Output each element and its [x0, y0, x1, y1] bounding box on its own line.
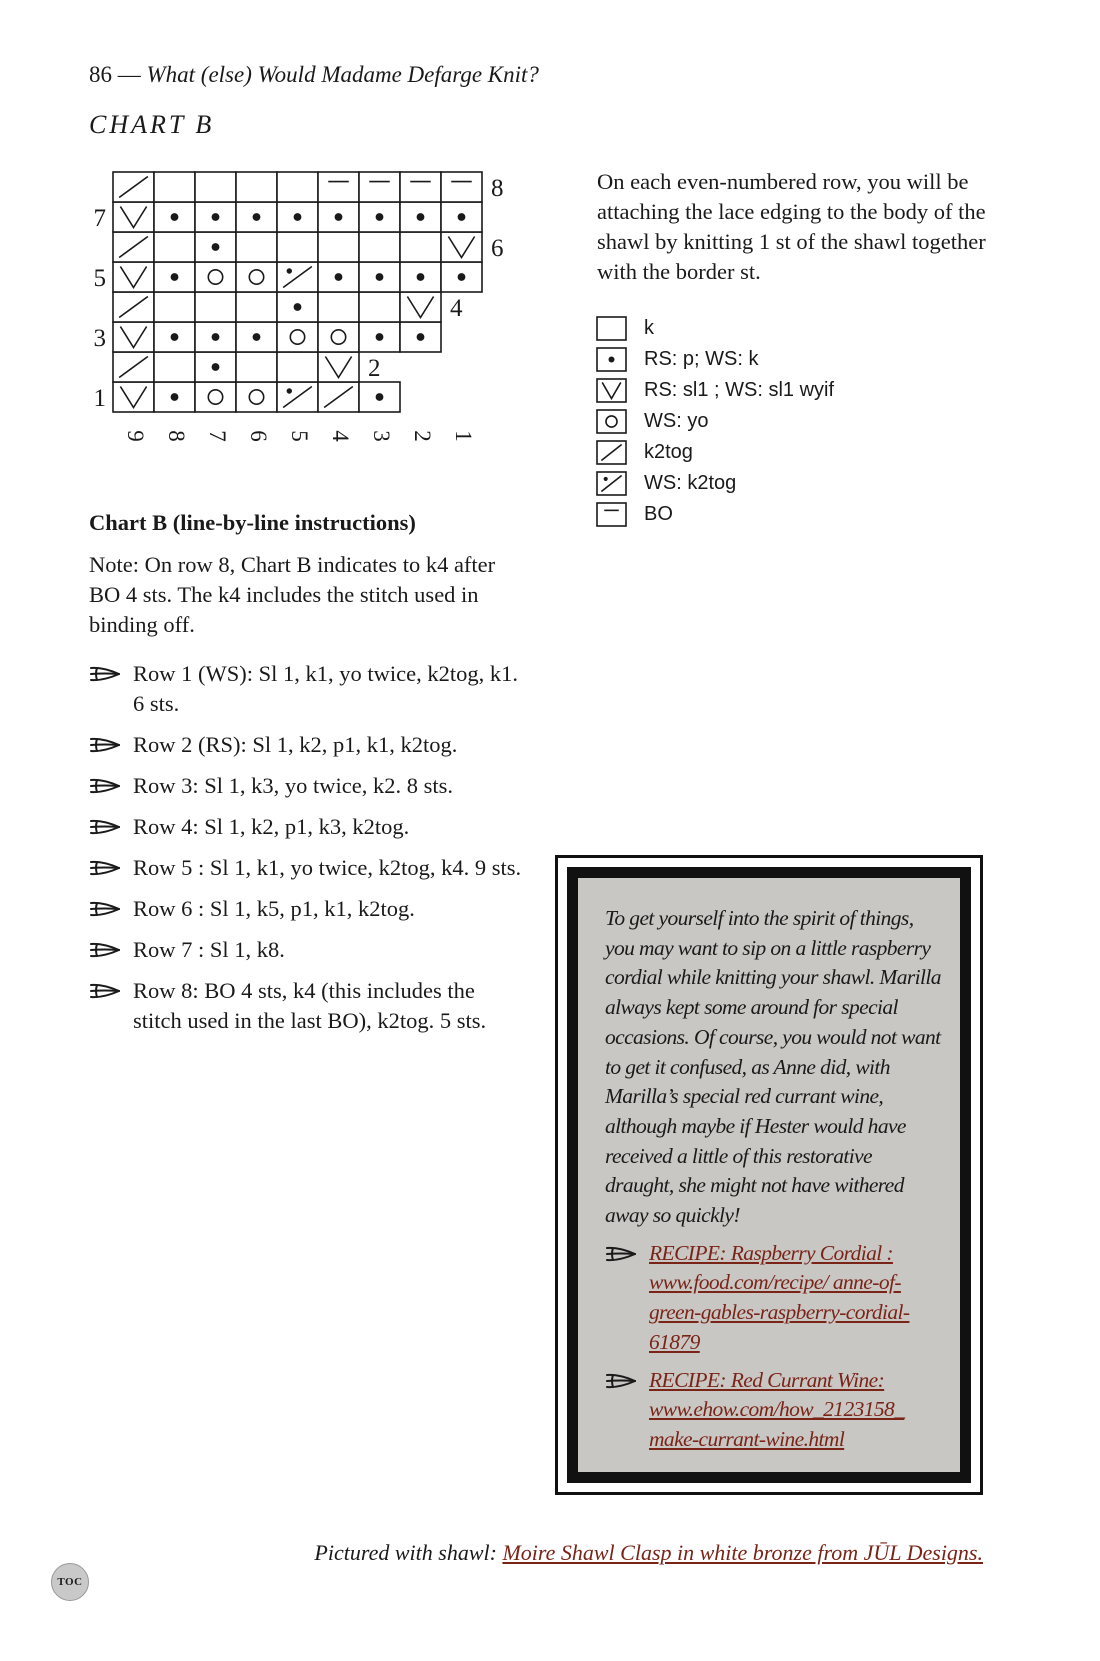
chart-cell-k — [277, 352, 318, 382]
row-instructions-list — [89, 659, 529, 1047]
chart-column-label: 1 — [451, 430, 477, 442]
leaf-bullet-icon — [89, 735, 121, 755]
chart-cell-yo — [236, 382, 277, 412]
chart-column-label: 4 — [328, 430, 354, 442]
bullet — [89, 771, 133, 801]
chart-title: CHART B — [89, 110, 215, 139]
legend-item — [596, 499, 834, 530]
legend-label: k2tog — [644, 441, 693, 463]
instructions-heading: Chart B (line-by-line instructions) — [89, 510, 416, 535]
legend-item — [596, 468, 834, 499]
chart-row-label: 4 — [450, 295, 463, 322]
leaf-bullet-icon — [605, 1371, 637, 1391]
chart-cell-p — [236, 202, 277, 232]
recipe-link-raspberry-cordial[interactable]: RECIPE: Raspberry Cordial : www.food.com/recipe/ anne-of-green-gables-raspberry-cordial-61879 — [649, 1240, 910, 1354]
chart-legend — [596, 313, 834, 530]
chart-cell-p — [154, 202, 195, 232]
chart-cell-p — [195, 202, 236, 232]
chart-cell-yo — [236, 262, 277, 292]
chart-cell-k2tog — [113, 172, 154, 202]
chart-row-label: 6 — [491, 235, 504, 262]
chart-cell-yo — [277, 322, 318, 352]
legend-symbol-yo-icon — [596, 409, 627, 434]
chart-cell-k2tog_ws — [277, 262, 318, 292]
chart-cell-p — [441, 262, 482, 292]
leaf-bullet-icon — [605, 1366, 649, 1396]
legend-symbol-bo-icon — [596, 502, 627, 527]
bullet — [89, 894, 133, 924]
bullet — [89, 659, 133, 689]
chart-cell-k — [359, 232, 400, 262]
leaf-bullet-icon — [89, 817, 121, 837]
legend-symbol-k-icon — [596, 316, 627, 341]
instruction-row — [89, 659, 529, 719]
chart-cell-p — [400, 262, 441, 292]
chart-column-label: 8 — [164, 430, 190, 442]
instruction-row-text: Row 5 : Sl 1, k1, yo twice, k2tog, k4. 9 sts. — [133, 855, 522, 880]
leaf-bullet-icon — [89, 858, 121, 878]
chart-cell-k — [236, 232, 277, 262]
bullet — [89, 853, 133, 883]
chart-row-label: 1 — [93, 385, 106, 412]
chart-cell-p — [359, 202, 400, 232]
chart-cell-k — [154, 232, 195, 262]
chart-cell-p — [318, 262, 359, 292]
footer-prefix: Pictured with shawl: — [314, 1540, 503, 1565]
chart-cell-p — [318, 202, 359, 232]
chart-cell-k — [154, 172, 195, 202]
chart-cell-p — [400, 202, 441, 232]
instruction-row — [89, 976, 529, 1036]
chart-cell-sl1 — [113, 202, 154, 232]
chart-column-label: 7 — [205, 430, 231, 442]
legend-label: WS: yo — [644, 410, 709, 432]
chart-cell-k — [236, 352, 277, 382]
chart-cell-k — [318, 232, 359, 262]
instruction-row — [89, 935, 529, 965]
instructions-note: Note: On row 8, Chart B indicates to k4 after BO 4 sts. The k4 includes the stitch used in binding off. — [89, 552, 496, 637]
legend-item — [596, 313, 834, 344]
chart-cell-k2tog — [113, 352, 154, 382]
leaf-bullet-icon — [605, 1244, 637, 1264]
bullet — [89, 935, 133, 965]
chart-cell-sl1 — [400, 292, 441, 322]
instruction-row-text: Row 1 (WS): Sl 1, k1, yo twice, k2tog, k1. 6 sts. — [133, 661, 518, 716]
chart-cell-p — [277, 202, 318, 232]
chart-cell-yo — [195, 262, 236, 292]
chart-cell-bo — [441, 172, 482, 202]
legend-item — [596, 437, 834, 468]
chart-cell-k2tog — [113, 232, 154, 262]
instruction-row-text: Row 2 (RS): Sl 1, k2, p1, k1, k2tog. — [133, 732, 458, 757]
legend-symbol-k2tog-icon — [596, 440, 627, 465]
chart-column-label: 2 — [410, 430, 436, 442]
instruction-row-text: Row 7 : Sl 1, k8. — [133, 937, 285, 962]
chart-column-label: 6 — [246, 430, 272, 442]
legend-label: RS: sl1 ; WS: sl1 wyif — [644, 379, 835, 401]
chart-cell-k2tog — [318, 382, 359, 412]
recipe-item — [605, 1366, 942, 1455]
footer-link[interactable]: Moire Shawl Clasp in white bronze from JŪL Designs. — [502, 1540, 983, 1565]
legend-symbol-sl1-icon — [596, 378, 627, 403]
chart-cell-p — [359, 262, 400, 292]
chart-cell-p — [359, 382, 400, 412]
toc-button[interactable]: TOC — [51, 1563, 89, 1601]
instruction-row — [89, 730, 529, 760]
chart-cell-p — [154, 382, 195, 412]
recipe-link-red-currant-wine[interactable]: RECIPE: Red Currant Wine: www.ehow.com/how_2123158_ make-currant-wine.html — [649, 1367, 905, 1451]
chart-cell-k — [359, 292, 400, 322]
chart-cell-sl1 — [441, 232, 482, 262]
chart-cell-p — [195, 232, 236, 262]
chart-row-label: 3 — [93, 325, 106, 352]
legend-item — [596, 344, 834, 375]
legend-symbol-k2tog_ws-icon — [596, 471, 627, 496]
chart-cell-k — [154, 292, 195, 322]
leaf-bullet-icon — [89, 981, 121, 1001]
legend-item — [596, 375, 834, 406]
chart-cell-sl1 — [113, 382, 154, 412]
chart-cell-p — [195, 352, 236, 382]
chart-cell-k — [236, 172, 277, 202]
chart-cell-p — [359, 322, 400, 352]
chart-cell-bo — [400, 172, 441, 202]
chart-cell-p — [154, 262, 195, 292]
chart-cell-k — [277, 172, 318, 202]
chart-cell-p — [277, 292, 318, 322]
chart-cell-p — [400, 322, 441, 352]
footer-credit — [314, 1540, 983, 1566]
leaf-bullet-icon — [89, 940, 121, 960]
sidebar-box — [555, 855, 983, 1495]
book-title: What (else) Would Madame Defarge Knit? — [146, 62, 539, 87]
instruction-row-text: Row 6 : Sl 1, k5, p1, k1, k2tog. — [133, 896, 415, 921]
sidebar-inner — [567, 867, 971, 1483]
chart-column-label: 5 — [287, 430, 313, 442]
chart-row-label: 8 — [491, 175, 504, 202]
legend-item — [596, 406, 834, 437]
chart-cell-k — [154, 352, 195, 382]
chart-cell-p — [195, 322, 236, 352]
bullet — [89, 730, 133, 760]
leaf-bullet-icon — [605, 1239, 649, 1269]
chart-cell-k — [195, 172, 236, 202]
instruction-row — [89, 853, 529, 883]
chart-cell-sl1 — [113, 262, 154, 292]
recipe-item — [605, 1239, 942, 1358]
chart-column-label: 3 — [369, 430, 395, 442]
chart-cell-k — [195, 292, 236, 322]
page-header — [89, 62, 539, 88]
legend-label: WS: k2tog — [644, 472, 737, 494]
chart-cell-sl1 — [113, 322, 154, 352]
instruction-row-text: Row 8: BO 4 sts, k4 (this includes the stitch used in the last BO), k2tog. 5 sts. — [133, 978, 487, 1033]
chart-column-label: 9 — [123, 430, 149, 442]
legend-label: k — [644, 317, 654, 339]
knitting-chart — [80, 170, 520, 445]
chart-cell-k2tog — [113, 292, 154, 322]
chart-cell-yo — [195, 382, 236, 412]
chart-row-label: 7 — [93, 205, 106, 232]
chart-cell-bo — [359, 172, 400, 202]
instruction-row — [89, 771, 529, 801]
instruction-row-text: Row 4: Sl 1, k2, p1, k3, k2tog. — [133, 814, 410, 839]
bullet — [89, 976, 133, 1006]
chart-row-label: 5 — [93, 265, 106, 292]
chart-cell-k2tog_ws — [277, 382, 318, 412]
leaf-bullet-icon — [89, 899, 121, 919]
chart-cell-p — [236, 322, 277, 352]
chart-cell-yo — [318, 322, 359, 352]
legend-label: BO — [644, 503, 673, 525]
chart-row-label: 2 — [368, 355, 381, 382]
chart-cell-bo — [318, 172, 359, 202]
chart-cell-k — [277, 232, 318, 262]
leaf-bullet-icon — [89, 664, 121, 684]
sidebar-text: To get yourself into the spirit of things, you may want to sip on a little raspberry cordial while knitting your shawl. Marilla always kept some around for special occasions. Of course, you would not want to get it confused, as Anne did, with Marilla’s special red currant wine, although maybe if Hester would have received a little of this restorative draught, she might not have withered away so quickly! — [605, 906, 941, 1228]
chart-cell-k — [400, 232, 441, 262]
legend-label: RS: p; WS: k — [644, 348, 759, 370]
chart-cell-k — [318, 292, 359, 322]
leaf-bullet-icon — [89, 776, 121, 796]
instruction-row — [89, 812, 529, 842]
legend-symbol-p-icon — [596, 347, 627, 372]
chart-cell-p — [441, 202, 482, 232]
instruction-row-text: Row 3: Sl 1, k3, yo twice, k2. 8 sts. — [133, 773, 454, 798]
chart-cell-sl1 — [318, 352, 359, 382]
bullet — [89, 812, 133, 842]
chart-cell-k — [236, 292, 277, 322]
page-number: 86 — — [89, 62, 141, 87]
instruction-row — [89, 894, 529, 924]
chart-cell-p — [154, 322, 195, 352]
intro-paragraph: On each even-numbered row, you will be attaching the lace edging to the body of the shawl by knitting 1 st of the shawl together with the border st. — [597, 169, 986, 284]
